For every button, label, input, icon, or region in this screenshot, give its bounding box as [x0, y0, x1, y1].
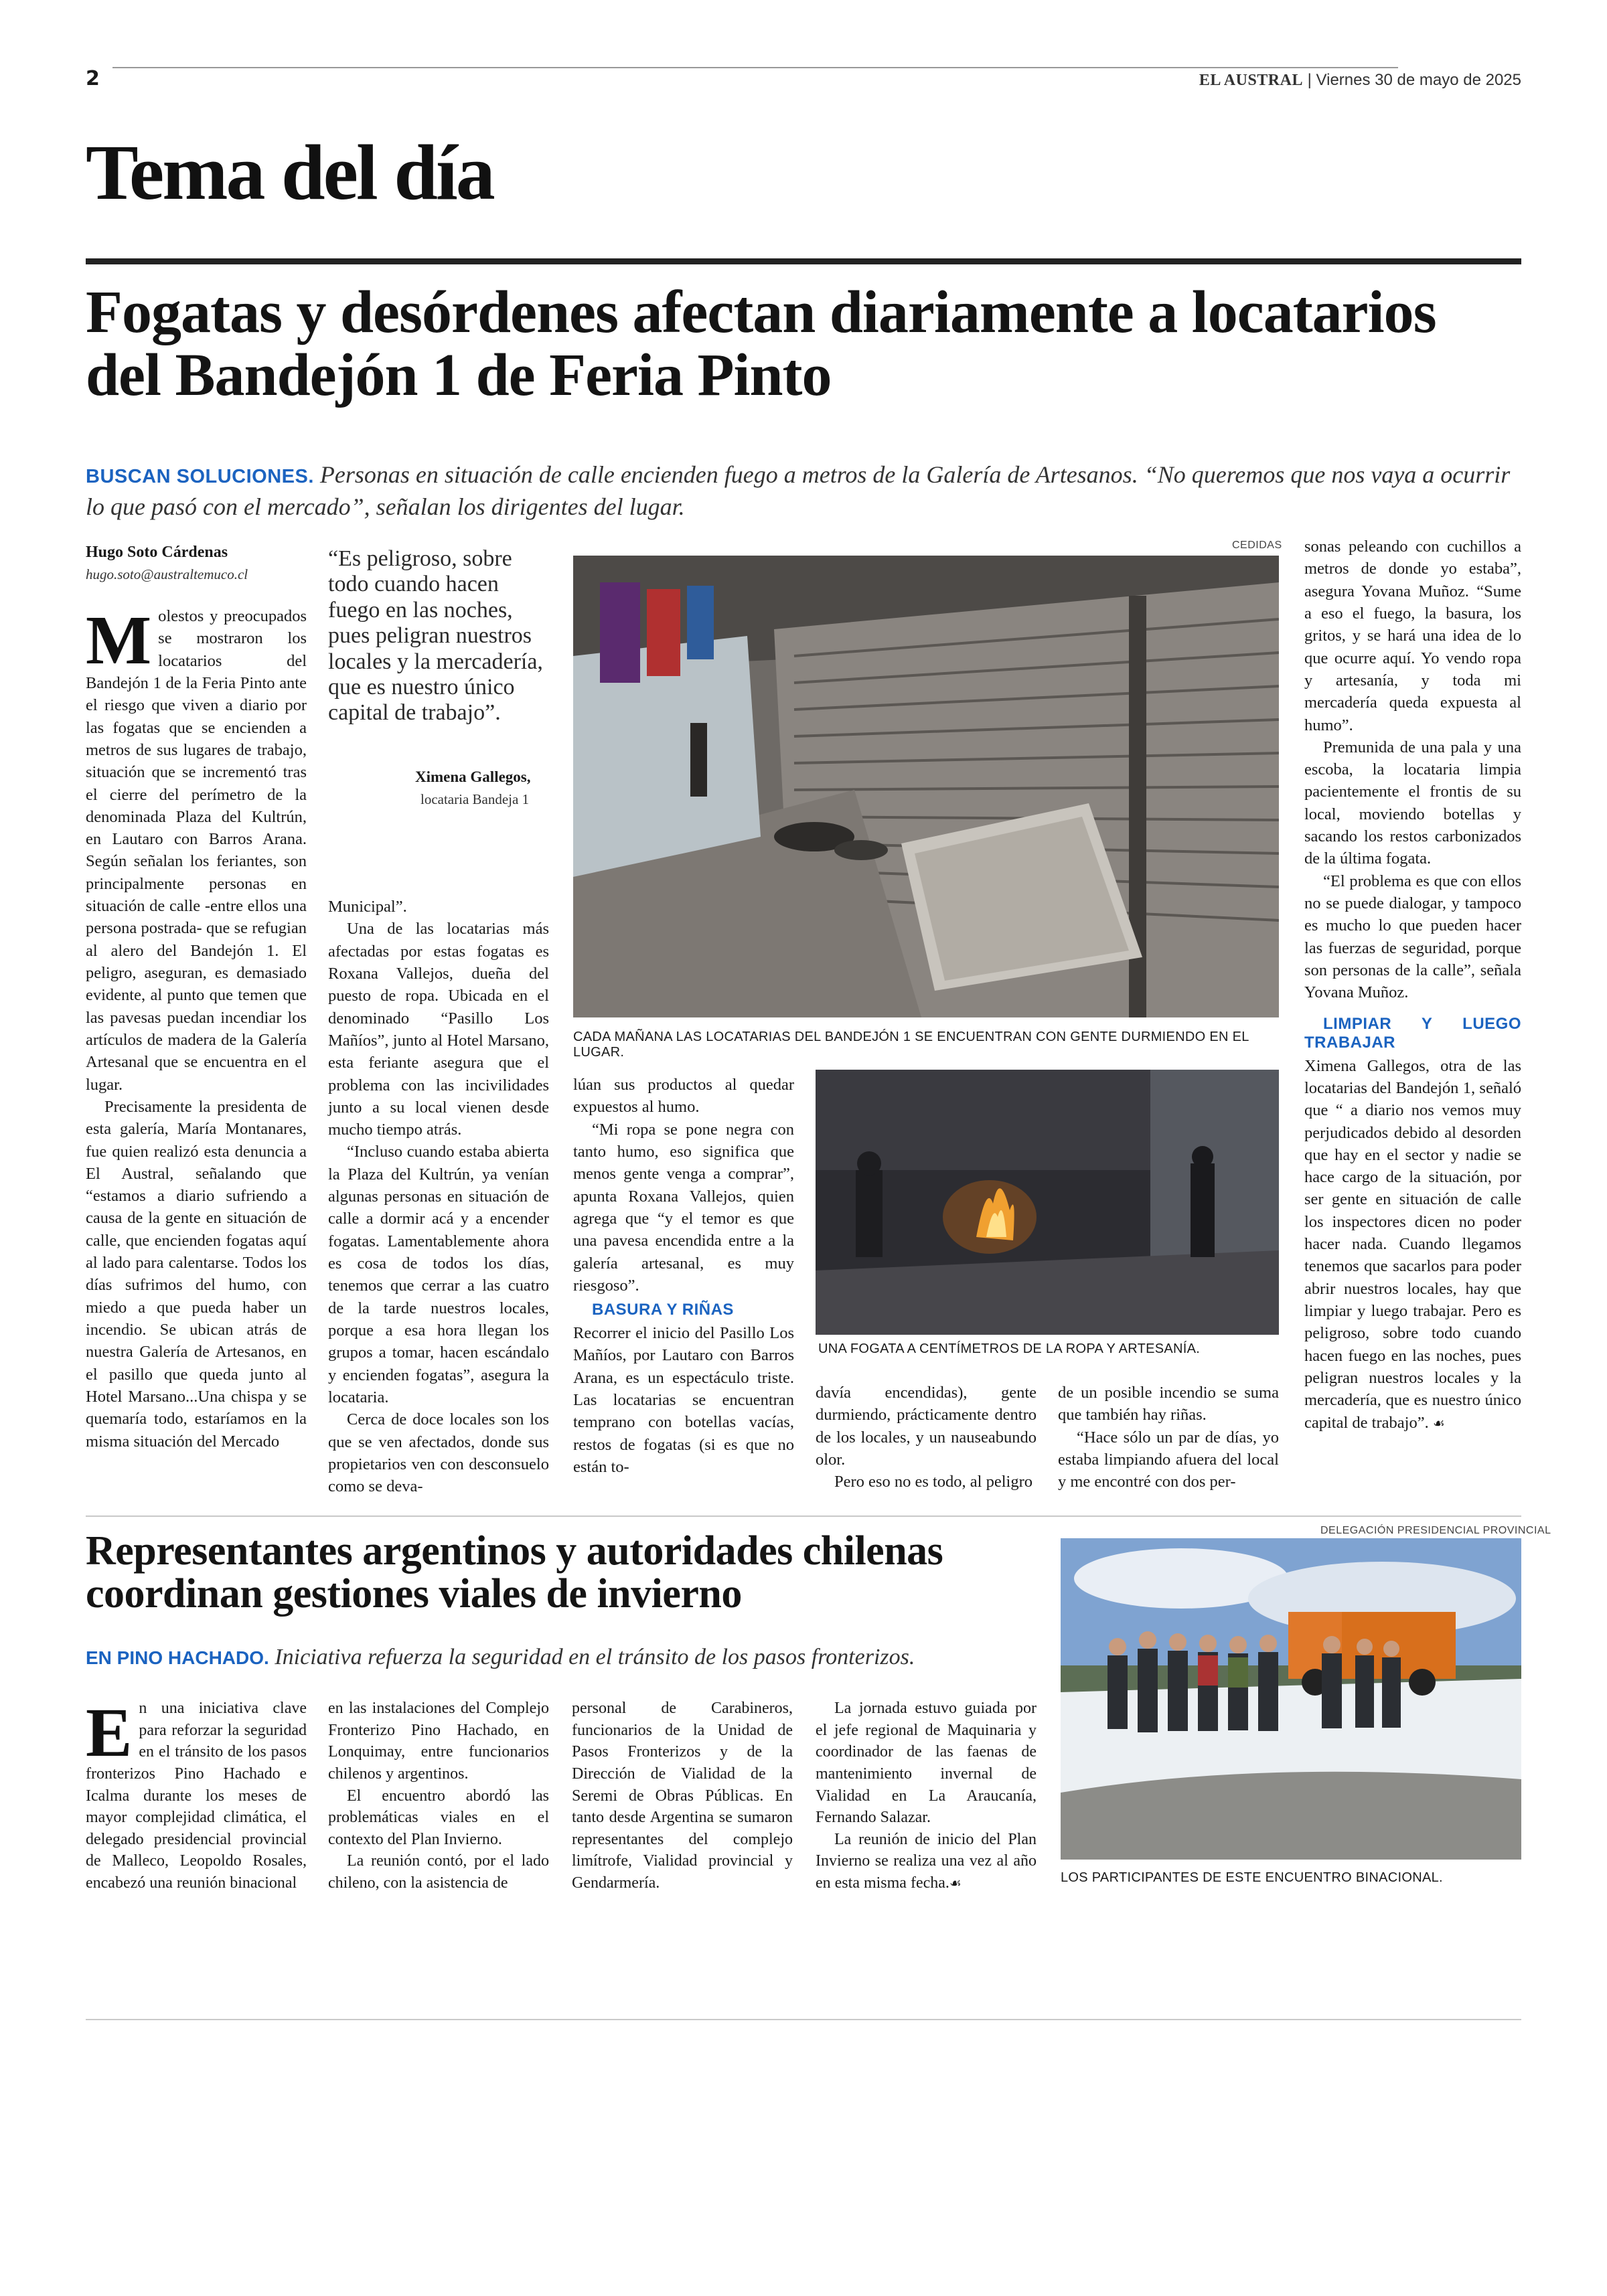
paragraph: Molestos y preocupados se mostraron los locatarios del Bandejón 1 de la Feria Pinto ante el riesgo que viven a diario por las fogatas que se encienden a metros de sus lugares de trabajo, situación que se incrementó tras el cierre del perímetro de la denominada Plaza del Kultrún, en Lautaro con Barros Arana. Según señalan los feriantes, son principalmente personas en situación de calle -entre ellos una persona postrada- que se refugian al alero del Bandejón 1. El peligro, aseguran, es demasiado evidente, al punto que temen que las pavesas puedan incendiar los artículos de madera de la Galería Artesanal que se encuentra en el lugar. — [86, 602, 307, 1094]
article1-column-4 — [816, 1382, 1037, 1493]
photo1-caption: CADA MAÑANA LAS LOCATARIAS DEL BANDEJÓN 1 SE ENCUENTRAN CON GENTE DURMIENDO EN EL LUGAR. — [573, 1030, 1249, 1060]
article1-column-3 — [573, 1074, 794, 1478]
photo3-caption: LOS PARTICIPANTES DE ESTE ENCUENTRO BINACIONAL. — [1061, 1870, 1443, 1885]
article2-column-2 — [328, 1698, 549, 1894]
paragraph: lúan sus productos al quedar expuestos al humo. — [573, 1076, 794, 1117]
article2-column-3 — [572, 1698, 793, 1894]
article-divider — [86, 1515, 1521, 1517]
section-title: Tema del día — [86, 129, 493, 216]
photo2-caption: UNA FOGATA A CENTÍMETROS DE LA ROPA Y ARTESANÍA. — [818, 1341, 1201, 1356]
paragraph: Pero eso no es todo, al peligro — [834, 1473, 1032, 1491]
photo-group-illustration — [1061, 1538, 1521, 1860]
paragraph: Cerca de doce locales son los que se ven afectados, donde sus propietarios ven con desconsuelo como se deva- — [328, 1410, 549, 1496]
paragraph: en las instalaciones del Complejo Fronterizo Pino Hachado, en Lonquimay, entre funcionarios chilenos y argentinos. — [328, 1700, 549, 1783]
paragraph: La reunión contó, por el lado chileno, con la asistencia de — [328, 1852, 549, 1892]
article1-headline: Fogatas y desórdenes afectan diariamente a locatarios del Bandejón 1 de Feria Pinto — [86, 279, 1436, 408]
article2-headline: Representantes argentinos y autoridades chilenas coordinan gestiones viales de invierno — [86, 1528, 943, 1617]
paragraph: “Mi ropa se pone negra con tanto humo, eso significa que menos gente venga a comprar”, apunta Roxana Vallejos, quien agrega que “y el temor es que una pavesa encendida entre a la galería artesanal, es muy riesgoso”. — [573, 1120, 794, 1295]
paragraph: El encuentro abordó las problemáticas viales en el contexto del Plan Invierno. — [328, 1787, 549, 1848]
paragraph: Municipal”. — [328, 898, 407, 916]
paragraph: La jornada estuvo guiada por el jefe regional de Maquinaria y coordinador de las faenas de mantenimiento invernal de Vialidad en La Araucanía, Fernando Salazar. — [816, 1700, 1037, 1827]
pull-quote-role: locataria Bandeja 1 — [420, 791, 530, 807]
article1-kicker: BUSCAN SOLUCIONES. — [86, 466, 314, 487]
article1-column-2 — [328, 896, 549, 1497]
header-rule — [112, 67, 1398, 68]
paragraph: Precisamente la presidenta de esta galería, María Montanares, fue quien realizó esta denuncia a El Austral, señalando que “estamos a diario sufriendo a causa de la gente en situación de calle, que encienden fogatas aquí al lado para calentarse. Todos los días sufrimos del humo, con miedo a que pueda haber un incendio. Se ubican atrás de nuestra Galería de Artesanos, en el pasillo que queda junto al Hotel Marsano...Una chispa y se quemaría todo, estaríamos en la misma situación del Mercado — [86, 1097, 307, 1451]
photo1-credit: CEDIDAS — [1232, 540, 1282, 551]
photo-bonfire-illustration — [816, 1070, 1279, 1335]
article2-kicker: EN PINO HACHADO. — [86, 1647, 269, 1668]
author-email[interactable]: hugo.soto@australtemuco.cl — [86, 566, 248, 582]
article1-column-1 — [86, 602, 307, 1453]
paragraph: personal de Carabineros, funcionarios de la Unidad de Pasos Fronterizos y de la Dirección de Vialidad de la Seremi de Obras Públicas. En tanto desde Argentina se sumaron representantes del complejo limítrofe, Vialidad provincial y Gendarmería. — [572, 1700, 793, 1892]
paragraph: Premunida de una pala y una escoba, la locataria limpia pacientemente el frontis de su local, moviendo botellas y sacando los restos carbonizados de la última fogata. — [1304, 738, 1521, 868]
pull-quote-author: Ximena Gallegos, — [415, 768, 531, 785]
article1-lead — [86, 459, 1525, 523]
subhead-basura: BASURA Y RIÑAS — [592, 1301, 734, 1319]
bottom-rule — [86, 2019, 1521, 2020]
paragraph: de un posible incendio se suma que también hay riñas. — [1058, 1384, 1279, 1424]
section-rule — [86, 258, 1521, 264]
article1-column-6 — [1304, 536, 1521, 1434]
photo-bonfire — [816, 1070, 1279, 1335]
article2-lead-text: Iniciativa refuerza la seguridad en el tránsito de los pasos fronterizos. — [269, 1645, 915, 1669]
masthead — [1199, 71, 1521, 90]
end-mark-icon: ☙ — [1432, 1414, 1445, 1431]
article1-column-5 — [1058, 1382, 1279, 1493]
end-mark-icon: ☙ — [949, 1875, 962, 1891]
article2-lead — [86, 1643, 1090, 1672]
paragraph: “El problema es que con ellos no se puede dialogar, y tampoco es mucho lo que pueden hacer las fuerzas de seguridad, porque son personas de la calle”, señala Yovana Muñoz. — [1304, 872, 1521, 1002]
paragraph: “Incluso cuando estaba abierta la Plaza del Kultrún, ya venían algunas personas en situación de calle a dormir acá y a encender fogatas. Lamentablemente ahora es cosa de todos los días, tenemos que cerrar a las cuatro de la tarde nuestros locales, porque a esa hora llegan los grupos a tomar, hacen escándalo y encienden fogatas”, asegura la locataria. — [328, 1143, 549, 1406]
paragraph: La reunión de inicio del Plan Invierno se realiza una vez al año en esta misma fecha.☙ — [816, 1830, 1037, 1892]
photo3-credit: DELEGACIÓN PRESIDENCIAL PROVINCIAL — [1320, 1525, 1551, 1536]
paragraph: “Hace sólo un par de días, yo estaba limpiando afuera del local y me encontré con dos per- — [1058, 1428, 1279, 1491]
page-number: 2 — [86, 67, 100, 90]
photo-mattress-illustration — [573, 556, 1279, 1017]
masthead-date: | Viernes 30 de mayo de 2025 — [1307, 71, 1521, 89]
photo-mattress-walkway — [573, 556, 1279, 1017]
paragraph: sonas peleando con cuchillos a metros de donde yo estaba”, asegura Yovana Muñoz. “Sume a eso el fuego, la basura, los gritos, y se hará una idea de lo que ocurre aquí. Yo vendo ropa y artesanía, y toda mi mercadería queda expuesta al humo”. — [1304, 538, 1521, 734]
paragraph: Recorrer el inicio del Pasillo Los Mañíos, por Lautaro con Barros Arana, es un espectáculo triste. Las locatarias se encuentran temprano con botellas vacías, restos de fogatas (si es que no están to- — [573, 1324, 794, 1476]
dropcap: E — [86, 1694, 133, 1771]
paragraph: davía encendidas), gente durmiendo, prácticamente dentro de los locales, y un nauseabundo olor. — [816, 1384, 1037, 1469]
paragraph: Una de las locatarias más afectadas por estas fogatas es Roxana Vallejos, dueña del puesto de ropa. Ubicada en el denominado “Pasillo Los Mañíos”, junto al Hotel Marsano, esta feriante asegura que el problema con las incivilidades junto a su local vienen desde mucho tiempo atrás. — [328, 920, 549, 1139]
photo-binational-group — [1061, 1538, 1521, 1860]
dropcap: M — [86, 602, 152, 679]
article1-lead-text: Personas en situación de calle encienden fuego a metros de la Galería de Artesanos. “No queremos que nos vaya a ocurrir lo que pasó con el mercado”, señalan los dirigentes del lugar. — [86, 461, 1511, 520]
masthead-brand: EL AUSTRAL — [1199, 72, 1303, 89]
article2-column-1 — [86, 1694, 307, 1894]
paragraph: En una iniciativa clave para reforzar la seguridad en el tránsito de los pasos fronterizos Pino Hachado e Icalma durante los meses de mayor complejidad climática, el delegado presidencial provincial de Malleco, Leopoldo Rosales, encabezó una reunión binacional — [86, 1694, 307, 1892]
article2-column-4 — [816, 1698, 1037, 1894]
subhead-limpiar: LIMPIAR Y LUEGO TRABAJAR — [1304, 1014, 1521, 1052]
paragraph: Ximena Gallegos, otra de las locatarias del Bandejón 1, señaló que “ a diario nos vemos muy perjudicados debido al desorden que hay en el sector y nadie se hace cargo de la situación, por ser gente en situación de calle los inspectores dicen no poder hacer nada. Cuando llegamos tenemos que sacarlos para poder abrir nuestros locales, hay que limpiar y luego trabajar. Pero es peligroso, sobre todo cuando hacen fuego en las noches, pues peligran nuestros locales y la mercadería, que es nuestro único capital de trabajo”. ☙ — [1304, 1056, 1521, 1432]
pull-quote: “Es peligroso, sobre todo cuando hacen fuego en las noches, pues peligran nuestros locales y la mercadería, que es nuestro único capital de trabajo”. — [328, 546, 543, 726]
byline: Hugo Soto Cárdenas — [86, 544, 228, 561]
